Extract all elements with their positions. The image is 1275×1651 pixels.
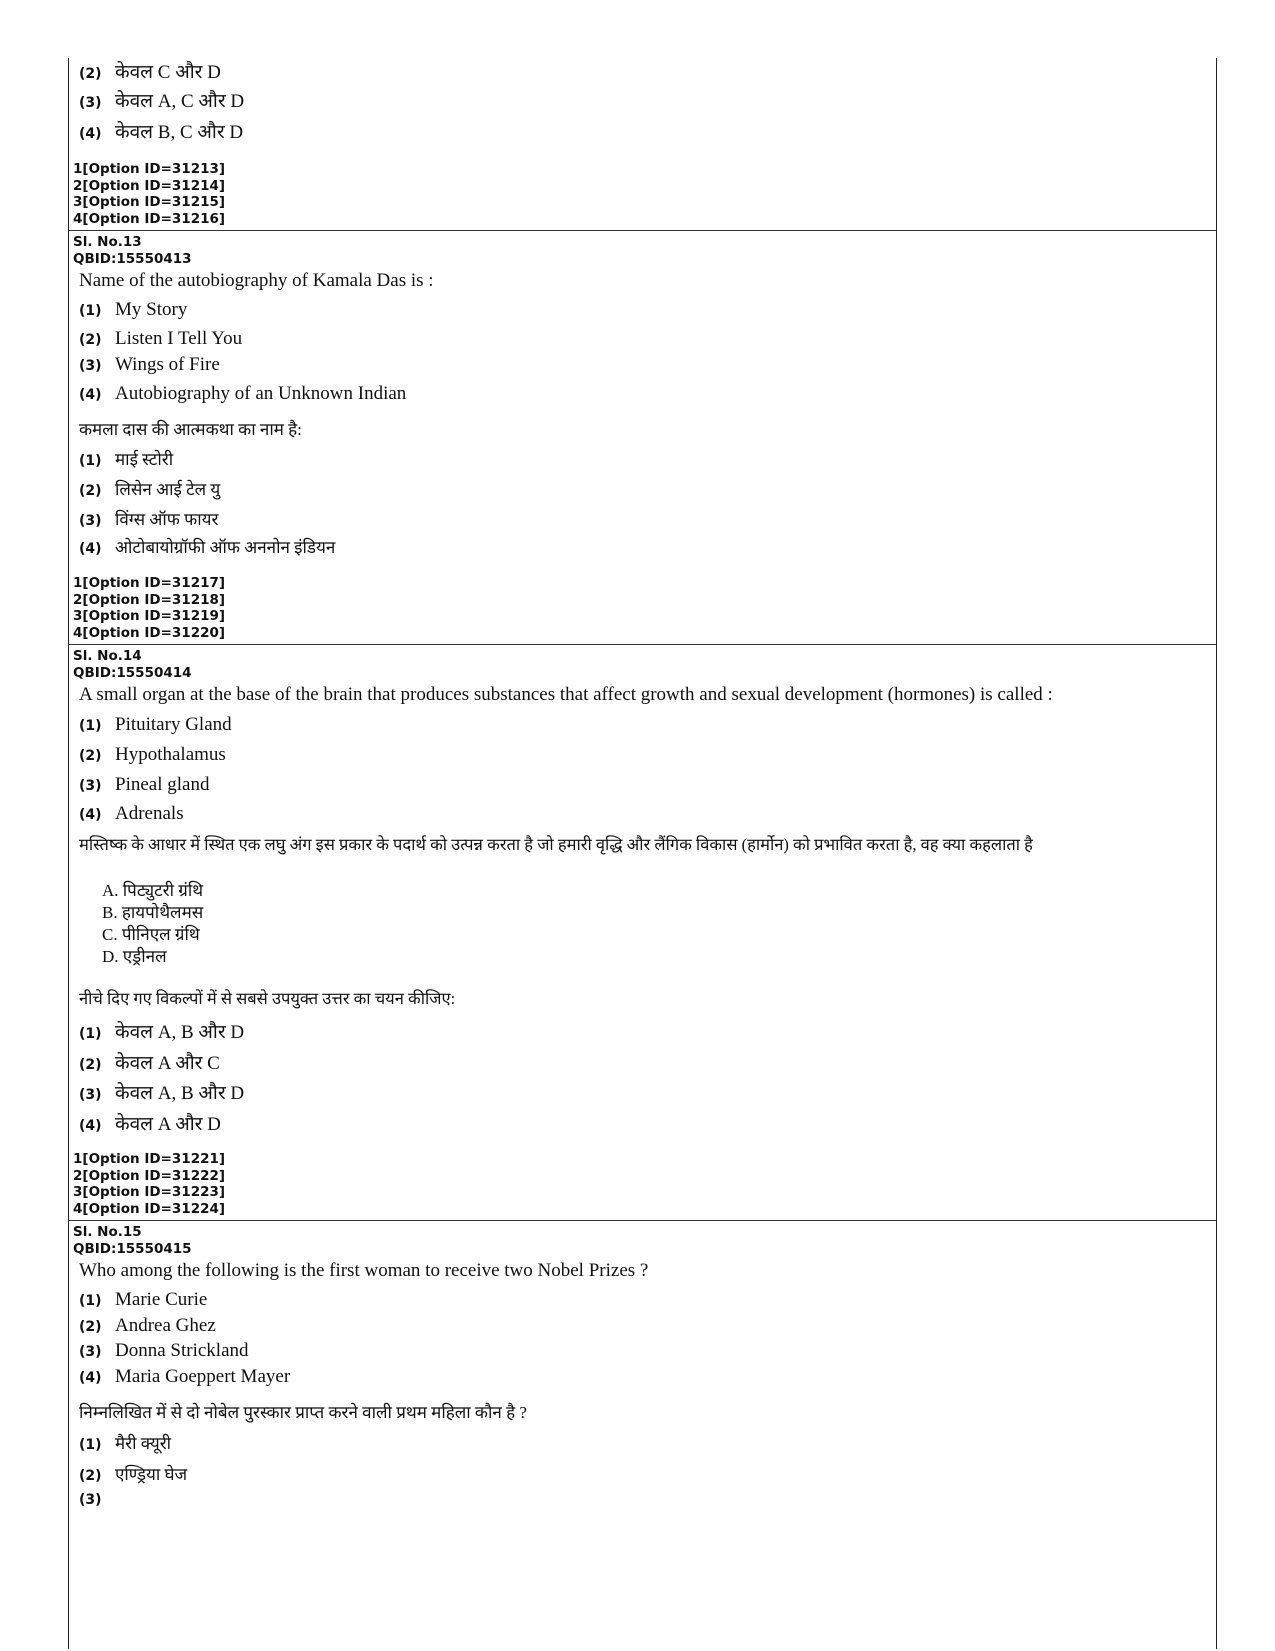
option-number: (1) xyxy=(79,1437,102,1453)
option-id: 1[Option ID=31221] xyxy=(73,1151,226,1167)
question-paper-frame xyxy=(68,58,1217,1649)
option-number: (2) xyxy=(79,66,102,82)
option-text: Pineal gland xyxy=(115,774,210,795)
prev-option-4 xyxy=(79,118,243,144)
option-text: Donna Strickland xyxy=(115,1340,249,1361)
q14-option-en-4 xyxy=(79,803,184,825)
option-text: Wings of Fire xyxy=(115,354,220,375)
q14-question-hi: मस्तिष्क के आधार में स्थित एक लघु अंग इस प्रकार के पदार्थ को उत्पन्न करता है जो हमारी वृद्धि और लैंगिक विकास (हार्मोन) को प्रभावित करता है, वह क्या कहलाता है xyxy=(79,835,1033,854)
qbid: QBID:15550414 xyxy=(73,664,192,681)
prev-option-3 xyxy=(79,87,244,113)
option-text: लिसेन आई टेल यु xyxy=(115,480,221,499)
q13-question-en: Name of the autobiography of Kamala Das is : xyxy=(79,270,434,291)
q15-question-hi: निम्नलिखित में से दो नोबेल पुरस्कार प्राप्त करने वाली प्रथम महिला कौन है ? xyxy=(79,1403,527,1422)
option-number: (2) xyxy=(79,332,102,348)
option-id: 3[Option ID=31223] xyxy=(73,1184,226,1200)
q14-header xyxy=(73,648,192,681)
q14-instruction-hi: नीचे दिए गए विकल्पों में से सबसे उपयुक्त उत्तर का चयन कीजिए: xyxy=(79,989,456,1008)
q14-option-ids xyxy=(73,1151,225,1217)
option-text: Adrenals xyxy=(115,803,184,824)
q15-option-en-4 xyxy=(79,1366,290,1388)
option-number: (2) xyxy=(79,483,102,499)
option-number: (1) xyxy=(79,303,102,319)
option-number: (1) xyxy=(79,718,102,734)
option-text: एण्ड्रिया घेज xyxy=(115,1465,188,1484)
q15-option-hi-3 xyxy=(79,1492,115,1508)
option-text: Autobiography of an Unknown Indian xyxy=(115,383,407,404)
prev-option-ids xyxy=(73,161,225,227)
option-number: (3) xyxy=(79,1492,102,1508)
option-text: Maria Goeppert Mayer xyxy=(115,1366,291,1387)
option-text: केवल B, C और D xyxy=(115,122,244,143)
q14-list-item-b: B. हायपोथैलमस xyxy=(102,903,204,922)
option-id: 3[Option ID=31215] xyxy=(73,194,226,210)
option-number: (2) xyxy=(79,1319,102,1335)
option-number: (3) xyxy=(79,778,102,794)
option-text: ओटोबायोग्रॉफी ऑफ अननोन इंडियन xyxy=(115,538,336,557)
q13-option-hi-1 xyxy=(79,447,173,470)
option-text: केवल A, C और D xyxy=(115,91,245,112)
q15-option-en-2 xyxy=(79,1315,216,1337)
q13-option-en-4 xyxy=(79,383,406,405)
option-text: माई स्टोरी xyxy=(115,450,174,469)
prev-option-2 xyxy=(79,58,221,84)
option-text: Andrea Ghez xyxy=(115,1315,216,1336)
q13-option-hi-4 xyxy=(79,535,335,558)
option-text: मैरी क्यूरी xyxy=(115,1434,172,1453)
option-number: (1) xyxy=(79,453,102,469)
q13-option-ids xyxy=(73,575,225,641)
q13-option-en-1 xyxy=(79,299,187,321)
option-id: 1[Option ID=31217] xyxy=(73,575,226,591)
q13-option-hi-3 xyxy=(79,507,218,530)
option-number: (3) xyxy=(79,1087,102,1103)
option-number: (4) xyxy=(79,126,102,142)
q13-header xyxy=(73,234,192,267)
q15-option-hi-1 xyxy=(79,1431,171,1454)
option-text: केवल A और D xyxy=(115,1114,221,1135)
option-number: (4) xyxy=(79,1370,102,1386)
divider xyxy=(69,230,1216,231)
option-text: Pituitary Gland xyxy=(115,714,232,735)
q13-option-en-2 xyxy=(79,328,242,350)
serial-number: Sl. No.14 xyxy=(73,648,142,664)
q15-question-en: Who among the following is the first woman to receive two Nobel Prizes ? xyxy=(79,1260,649,1281)
option-id: 2[Option ID=31222] xyxy=(73,1167,226,1184)
option-number: (3) xyxy=(79,95,102,111)
q15-option-en-1 xyxy=(79,1289,207,1311)
q14-list-item-d: D. एड्रीनल xyxy=(102,947,167,966)
option-id: 4[Option ID=31224] xyxy=(73,1200,226,1217)
q14-option-hi-4 xyxy=(79,1110,221,1136)
option-text: केवल C और D xyxy=(115,62,221,83)
q15-option-en-3 xyxy=(79,1340,249,1362)
option-id: 2[Option ID=31214] xyxy=(73,177,226,194)
option-id: 2[Option ID=31218] xyxy=(73,591,226,608)
q14-option-en-1 xyxy=(79,714,232,736)
q15-option-hi-2 xyxy=(79,1462,187,1485)
q14-question-en: A small organ at the base of the brain that produces substances that affect growth and sexual development (hormones) is called : xyxy=(79,684,1053,705)
option-number: (1) xyxy=(79,1026,102,1042)
option-number: (4) xyxy=(79,541,102,557)
option-number: (4) xyxy=(79,387,102,403)
option-text: केवल A, B और D xyxy=(115,1083,245,1104)
option-number: (2) xyxy=(79,1057,102,1073)
q13-option-en-3 xyxy=(79,354,220,376)
q15-header xyxy=(73,1224,192,1257)
divider xyxy=(69,644,1216,645)
q14-list-item-a: A. पिट्युटरी ग्रंथि xyxy=(102,881,204,900)
option-text: Hypothalamus xyxy=(115,744,226,765)
qbid: QBID:15550415 xyxy=(73,1240,192,1257)
option-id: 4[Option ID=31220] xyxy=(73,624,226,641)
option-text: Marie Curie xyxy=(115,1289,208,1310)
option-id: 1[Option ID=31213] xyxy=(73,161,226,177)
divider xyxy=(69,1220,1216,1221)
serial-number: Sl. No.13 xyxy=(73,234,142,250)
q14-option-hi-1 xyxy=(79,1018,244,1044)
option-number: (2) xyxy=(79,748,102,764)
q14-option-en-3 xyxy=(79,774,209,796)
option-id: 4[Option ID=31216] xyxy=(73,210,226,227)
q14-option-en-2 xyxy=(79,744,226,766)
q14-option-hi-3 xyxy=(79,1079,244,1105)
option-id: 3[Option ID=31219] xyxy=(73,608,226,624)
option-number: (3) xyxy=(79,358,102,374)
option-number: (4) xyxy=(79,1118,102,1134)
option-number: (4) xyxy=(79,807,102,823)
option-text: विंग्स ऑफ फायर xyxy=(115,510,219,529)
q14-list-item-c: C. पीनिएल ग्रंथि xyxy=(102,925,200,944)
option-text: My Story xyxy=(115,299,188,320)
q14-option-hi-2 xyxy=(79,1049,220,1075)
option-number: (2) xyxy=(79,1468,102,1484)
q13-question-hi: कमला दास की आत्मकथा का नाम है: xyxy=(79,420,302,439)
qbid: QBID:15550413 xyxy=(73,250,192,267)
option-number: (3) xyxy=(79,1344,102,1360)
option-text: केवल A, B और D xyxy=(115,1022,245,1043)
serial-number: Sl. No.15 xyxy=(73,1224,142,1240)
option-number: (1) xyxy=(79,1293,102,1309)
option-text: Listen I Tell You xyxy=(115,328,243,349)
option-number: (3) xyxy=(79,513,102,529)
option-text: केवल A और C xyxy=(115,1053,220,1074)
q13-option-hi-2 xyxy=(79,477,220,500)
